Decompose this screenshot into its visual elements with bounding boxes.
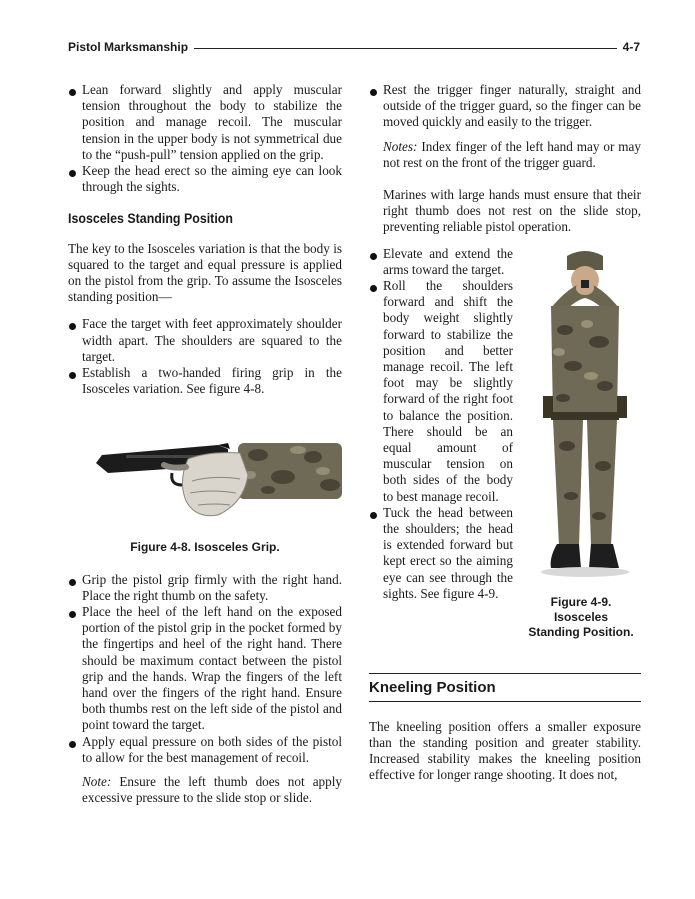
isosceles-grip-illustration bbox=[68, 415, 342, 533]
bullet-item: Roll the shoulders forward and shift the body weight slightly forward to stabilize the position and better manage recoil. The left foot may be slightly forward of the right foot to balance the position. There should be an equal amount of muscular tension on both sides of the body to best manage recoil. bbox=[369, 278, 513, 505]
left-column bbox=[68, 82, 342, 807]
bullet-item: Tuck the head between the shoulders; the head is extended forward but kept erect so the aiming eye can see through the sights. See figure 4-9. bbox=[369, 505, 513, 602]
isosceles-standing-illustration bbox=[529, 246, 641, 584]
bullet-item: Rest the trigger finger naturally, straight and outside of the trigger guard, so the finger can be moved quickly and easily to the trigger. bbox=[369, 82, 641, 131]
notes-block bbox=[369, 139, 641, 171]
bullet-item: Lean forward slightly and apply muscular tension throughout the body to stabilize the position and manage recoil. The muscular tension in the upper body is not symmetrical due to the “push-pull” tension applied on the grip. bbox=[68, 82, 342, 163]
kneeling-heading-block bbox=[369, 673, 641, 702]
bullet-item: Establish a two-handed firing grip in the Isosceles variation. See figure 4-8. bbox=[68, 365, 342, 397]
note-text: Ensure the left thumb does not apply excessive pressure to the slide stop or slide. bbox=[82, 774, 342, 806]
note-block bbox=[68, 774, 342, 806]
bullet-item: Place the heel of the left hand on the exposed portion of the pistol grip in the pocket formed by the fingertips and heel of the right hand. There should be maximum contact between the pistol grip and the hands. Wrap the fingers of the left hand over the fingers of the right hand. Ensure both thumbs rest on the left side of the pistol and point toward the target. bbox=[68, 604, 342, 734]
section-heading-isosceles: Isosceles Standing Position bbox=[68, 211, 233, 227]
kneeling-paragraph: The kneeling position offers a smaller exposure than the standing position and greater stability. Increased stability makes the kneeling position effective for longer range shooting. It does not, bbox=[369, 718, 641, 783]
figure-4-8-caption: Figure 4-8. Isosceles Grip. bbox=[130, 540, 280, 555]
notes-label: Notes: bbox=[383, 138, 418, 154]
figure-4-9-caption-line: Standing Position. bbox=[528, 624, 634, 639]
bullet-item: Apply equal pressure on both sides of the pistol to allow for the best management of recoil. bbox=[68, 734, 342, 766]
bullet-item: Keep the head erect so the aiming eye can look through the sights. bbox=[68, 163, 342, 195]
figure-4-9-caption-line: Isosceles bbox=[553, 609, 609, 624]
isosceles-intro: The key to the Isosceles variation is that the body is squared to the target and equal pressure is applied on the pistol from the grip. To assume the Isosceles standing position— bbox=[68, 240, 342, 305]
figure-4-8 bbox=[68, 415, 342, 533]
page-number: 4-7 bbox=[617, 40, 640, 54]
bullet-item: Face the target with feet approximately shoulder width apart. The shoulders are squared to the target. bbox=[68, 316, 342, 365]
header-title: Pistol Marksmanship bbox=[68, 40, 194, 54]
bullet-item: Elevate and extend the arms toward the target. bbox=[369, 246, 513, 278]
figure-4-9-caption bbox=[519, 595, 643, 640]
figure-4-9-caption-line: Figure 4-9. bbox=[550, 594, 612, 609]
bullet-item: Grip the pistol grip firmly with the right hand. Place the right thumb on the safety. bbox=[68, 572, 342, 604]
notes-text-2: Marines with large hands must ensure that their right thumb does not rest on the slide stop, preventing reliable pistol operation. bbox=[383, 187, 641, 235]
section-heading-kneeling: Kneeling Position bbox=[369, 678, 496, 696]
notes-text-1: Index finger of the left hand may or may not rest on the front of the trigger guard. bbox=[383, 138, 642, 170]
figure-4-9-block bbox=[369, 245, 641, 639]
running-header bbox=[68, 40, 640, 60]
right-column bbox=[369, 82, 641, 784]
note-label: Note: bbox=[82, 774, 112, 790]
